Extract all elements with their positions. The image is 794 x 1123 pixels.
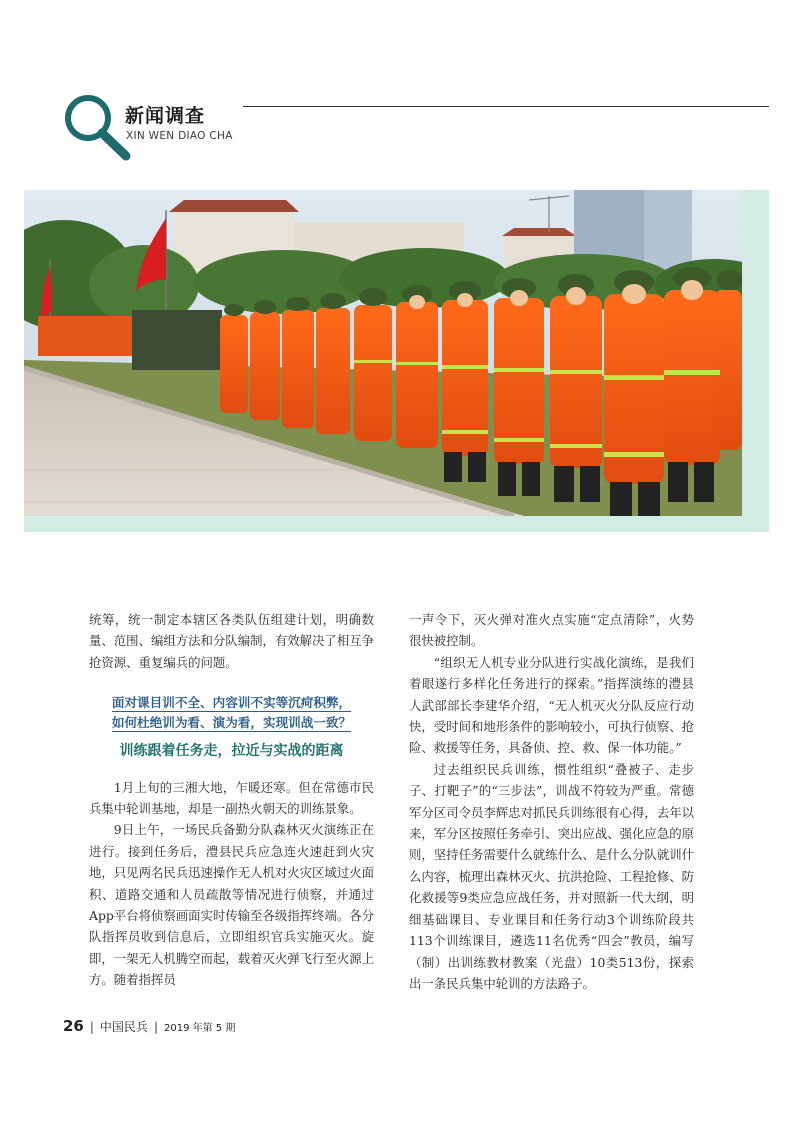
footer-divider: |: [153, 1020, 158, 1034]
left-column: [89, 609, 374, 991]
paragraph: 统筹，统一制定本辖区各类队伍组建计划，明确数量、范围、编组方法和分队编制，有效解决了相互争抢资源、重复编兵的问题。: [89, 612, 374, 670]
magnifier-icon: [62, 92, 132, 162]
section-title: 新闻调查: [125, 105, 206, 127]
section-question: [89, 693, 374, 733]
paragraph: “组织无人机专业分队进行实战化演练，是我们着眼遂行多样化任务进行的探索。”指挥演练的澧县人武部部长李建华介绍，“无人机灭火分队反应行动快，受时间和地形条件的影响较小，可执行侦察、抢险、救援等任务，具备侦、控、救、保一体功能。”: [409, 654, 694, 756]
question-line: 如何杜绝训为看、演为看，实现训战一致？: [111, 715, 352, 731]
paragraph: 1月上旬的三湘大地，乍暖还寒。但在常德市民兵集中轮训基地，却是一副热火朝天的训练景象。: [89, 779, 374, 817]
right-column: [409, 609, 694, 994]
section-subheading: 训练跟着任务走，拉近与实战的距离: [119, 743, 344, 760]
header-rule: [243, 106, 769, 107]
paragraph: 一声令下，灭火弹对准火点实施“定点清除”，火势很快被控制。: [409, 612, 694, 649]
militia-formation-photo: [24, 190, 742, 516]
page-footer: [63, 1017, 235, 1035]
magazine-name: 中国民兵: [99, 1020, 148, 1034]
paragraph: 9日上午，一场民兵备勤分队森林灭火演练正在进行。接到任务后，澧县民兵应急连火速赶到火灾地，只见两名民兵迅速操作无人机对火灾区域过火面积、道路交通和人员疏散等情况进行侦察，并通过App平台将侦察画面实时传输至各级指挥终端。各分队指挥员收到信息后，立即组织官兵实施灭火。旋即，一架无人机腾空而起，载着灭火弹飞行至火源上方。随着指挥员: [89, 822, 375, 988]
issue-label: 2019 年第 5 期: [163, 1023, 236, 1034]
question-line: 面对课目训不全、内容训不实等沉疴积弊，: [111, 695, 352, 711]
section-pinyin: XIN WEN DIAO CHA: [126, 130, 233, 142]
footer-divider: |: [89, 1020, 94, 1034]
paragraph: 过去组织民兵训练，惯性组织“叠被子、走步子、打靶子”的“三步法”，训战不符较为严重。常德军分区司令员李辉忠对抓民兵训练很有心得，去年以来，军分区按照任务牵引、突出应战、强化应急的原则，坚持任务需要什么就练什么、是什么分队就训什么内容，梳理出森林灭火、抗洪抢险、工程抢修、防化救援等9类应急应战任务，并对照新一代大纲，明细基础课目、专业课目和任务行动3个训练阶段共113个训练课目，遴选11名优秀“四会”教员，编写（制）出训练教材教案（光盘）10类513份，探索出一条民兵集中轮训的方法路子。: [409, 761, 694, 991]
page-number: 26: [63, 1017, 84, 1035]
